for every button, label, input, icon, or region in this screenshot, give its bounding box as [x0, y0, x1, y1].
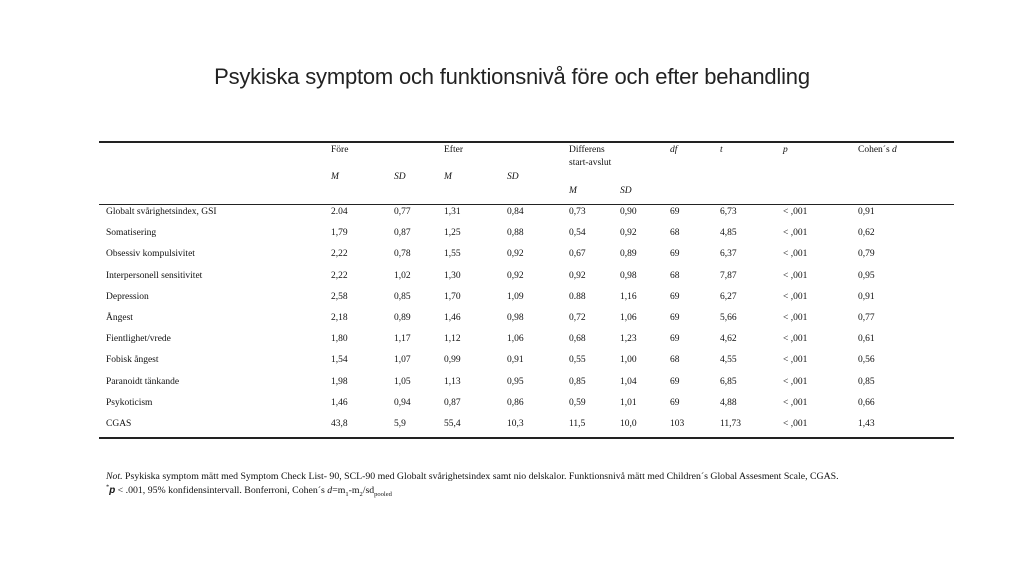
header-t: t — [720, 145, 723, 155]
cell-fore-m: 2,58 — [331, 291, 348, 302]
cell-efter-sd: 0,92 — [507, 270, 524, 281]
cell-efter-m: 1,31 — [444, 207, 461, 217]
cell-diff-m: 0,85 — [569, 376, 586, 387]
cell-fore-m: 1,79 — [331, 228, 348, 239]
table-row — [99, 355, 954, 376]
cell-df: 68 — [670, 228, 680, 239]
cell-cohens-d: 0,61 — [858, 334, 875, 345]
table-row — [99, 377, 954, 398]
cell-efter-sd: 1,09 — [507, 291, 524, 302]
cell-df: 103 — [670, 419, 685, 429]
cell-fore-m: 2,18 — [331, 313, 348, 323]
cell-efter-m: 0,99 — [444, 355, 461, 366]
slide-title: Psykiska symptom och funktionsnivå före och efter behandling — [214, 64, 810, 89]
cell-efter-sd: 0,86 — [507, 397, 524, 408]
cell-cohens-d: 0,79 — [858, 249, 875, 260]
cell-fore-m: 1,46 — [331, 397, 348, 408]
cell-diff-m: 0.88 — [569, 291, 586, 302]
cell-efter-sd: 1,06 — [507, 334, 524, 345]
header-cohens-d: Cohen´s d — [858, 145, 897, 155]
cell-cohens-d: 0,91 — [858, 207, 875, 217]
row-label: CGAS — [106, 419, 132, 429]
cell-diff-sd: 10,0 — [620, 419, 637, 429]
cell-fore-sd: 0,89 — [394, 313, 411, 323]
cell-t: 4,85 — [720, 228, 737, 239]
cell-diff-sd: 1,06 — [620, 313, 637, 323]
table-header-rule — [99, 204, 954, 205]
cell-diff-sd: 0,90 — [620, 207, 637, 217]
cell-diff-m: 0,67 — [569, 249, 586, 260]
header-fore: Före — [331, 145, 349, 155]
header-fore-m: M — [331, 172, 339, 182]
header-df: df — [670, 145, 678, 155]
cell-diff-m: 11,5 — [569, 419, 586, 429]
row-label: Interpersonell sensitivitet — [106, 270, 203, 281]
table-row — [99, 313, 954, 334]
cell-fore-sd: 0,78 — [394, 249, 411, 260]
cell-fore-sd: 1,02 — [394, 270, 411, 281]
cell-fore-sd: 0,85 — [394, 291, 411, 302]
cell-fore-m: 1,54 — [331, 355, 348, 366]
cell-cohens-d: 0,91 — [858, 291, 875, 302]
cell-fore-m: 43,8 — [331, 419, 348, 429]
cell-fore-sd: 5,9 — [394, 419, 406, 429]
cell-p: < ,001 — [783, 334, 808, 345]
cell-t: 5,66 — [720, 313, 737, 323]
table-row — [99, 334, 954, 355]
cell-efter-m: 1,46 — [444, 313, 461, 323]
cell-p: < ,001 — [783, 397, 808, 408]
cell-cohens-d: 0,85 — [858, 376, 875, 387]
row-label: Fientlighet/vrede — [106, 334, 171, 345]
row-label: Fobisk ångest — [106, 355, 159, 366]
cell-p: < ,001 — [783, 207, 808, 217]
table-note — [106, 470, 1006, 498]
cell-p: < ,001 — [783, 419, 808, 429]
header-efter-sd: SD — [507, 172, 519, 182]
cell-cohens-d: 0,77 — [858, 313, 875, 323]
row-label: Depression — [106, 291, 149, 302]
cell-fore-m: 1,98 — [331, 376, 348, 387]
cell-p: < ,001 — [783, 355, 808, 366]
cell-t: 6,27 — [720, 291, 737, 302]
cell-efter-sd: 0,98 — [507, 313, 524, 323]
cell-t: 7,87 — [720, 270, 737, 281]
table-top-rule — [99, 141, 954, 143]
table-row — [99, 292, 954, 313]
header-differens: Differens — [569, 145, 605, 155]
cell-efter-m: 1,70 — [444, 291, 461, 302]
cell-cohens-d: 0,56 — [858, 355, 875, 366]
cell-t: 4,55 — [720, 355, 737, 366]
table-row — [99, 419, 954, 440]
cell-efter-m: 55,4 — [444, 419, 461, 429]
cell-diff-sd: 0,89 — [620, 249, 637, 260]
cell-efter-m: 1,55 — [444, 249, 461, 260]
cell-efter-sd: 10,3 — [507, 419, 524, 429]
cell-fore-sd: 0,94 — [394, 397, 411, 408]
cell-t: 6,85 — [720, 376, 737, 387]
cell-p: < ,001 — [783, 270, 808, 281]
cell-efter-m: 1,13 — [444, 376, 461, 387]
cell-t: 11,73 — [720, 419, 742, 429]
cell-diff-sd: 1,00 — [620, 355, 637, 366]
cell-t: 6,37 — [720, 249, 737, 260]
cell-fore-m: 2,22 — [331, 270, 348, 281]
cell-t: 4,62 — [720, 334, 737, 345]
cell-efter-sd: 0,84 — [507, 207, 524, 217]
table-row — [99, 271, 954, 292]
header-p: p — [783, 145, 788, 155]
cell-efter-sd: 0,91 — [507, 355, 524, 366]
cell-diff-m: 0,55 — [569, 355, 586, 366]
cell-cohens-d: 0,66 — [858, 397, 875, 408]
row-label: Globalt svårighetsindex, GSI — [106, 207, 217, 217]
cell-df: 69 — [670, 334, 680, 345]
cell-fore-sd: 1,17 — [394, 334, 411, 345]
table-row — [99, 228, 954, 249]
cell-efter-m: 1,12 — [444, 334, 461, 345]
cell-t: 6,73 — [720, 207, 737, 217]
cell-diff-m: 0,73 — [569, 207, 586, 217]
header-efter: Efter — [444, 145, 463, 155]
row-label: Ångest — [106, 313, 133, 323]
cell-diff-sd: 1,04 — [620, 376, 637, 387]
cell-df: 68 — [670, 270, 680, 281]
cell-fore-m: 2.04 — [331, 207, 348, 217]
cell-df: 69 — [670, 291, 680, 302]
cell-fore-m: 1,80 — [331, 334, 348, 345]
header-start-avslut: start-avslut — [569, 158, 612, 168]
cell-fore-m: 2,22 — [331, 249, 348, 260]
row-label: Obsessiv kompulsivitet — [106, 249, 195, 260]
cell-fore-sd: 0,77 — [394, 207, 411, 217]
cell-diff-m: 0,54 — [569, 228, 586, 239]
cell-p: < ,001 — [783, 228, 808, 239]
cell-diff-sd: 1,23 — [620, 334, 637, 345]
cell-df: 68 — [670, 355, 680, 366]
header-fore-sd: SD — [394, 172, 406, 182]
row-label: Somatisering — [106, 228, 157, 239]
cell-cohens-d: 0,95 — [858, 270, 875, 281]
table-row — [99, 249, 954, 270]
row-label: Paranoidt tänkande — [106, 376, 180, 387]
cell-efter-m: 1,25 — [444, 228, 461, 239]
table-row — [99, 398, 954, 419]
cell-diff-sd: 0,98 — [620, 270, 637, 281]
header-efter-m: M — [444, 172, 452, 182]
header-diff-m: M — [569, 186, 577, 196]
table-row — [99, 207, 954, 228]
cell-efter-sd: 0,88 — [507, 228, 524, 239]
cell-diff-sd: 1,01 — [620, 397, 637, 408]
cell-fore-sd: 1,07 — [394, 355, 411, 366]
cell-diff-m: 0,68 — [569, 334, 586, 345]
cell-diff-m: 0,59 — [569, 397, 586, 408]
cell-diff-m: 0,72 — [569, 313, 586, 323]
cell-cohens-d: 1,43 — [858, 419, 875, 429]
cell-df: 69 — [670, 313, 680, 323]
cell-diff-sd: 1,16 — [620, 291, 637, 302]
cell-fore-sd: 0,87 — [394, 228, 411, 239]
cell-diff-sd: 0,92 — [620, 228, 637, 239]
cell-p: < ,001 — [783, 249, 808, 260]
note-line-1: Not. Psykiska symptom mätt med Symptom Check List- 90, SCL-90 med Globalt svårighetsindex samt nio delskalor. Funktionsnivå mätt med Children´s Global Assesment Scale, CGAS. — [106, 471, 839, 482]
cell-p: < ,001 — [783, 313, 808, 323]
cell-df: 69 — [670, 249, 680, 260]
cell-t: 4,88 — [720, 397, 737, 408]
cell-fore-sd: 1,05 — [394, 376, 411, 387]
cell-efter-m: 1,30 — [444, 270, 461, 281]
cell-p: < ,001 — [783, 291, 808, 302]
cell-df: 69 — [670, 376, 680, 387]
cell-cohens-d: 0,62 — [858, 228, 875, 239]
cell-diff-m: 0,92 — [569, 270, 586, 281]
cell-efter-sd: 0,92 — [507, 249, 524, 260]
cell-df: 69 — [670, 207, 680, 217]
cell-efter-sd: 0,95 — [507, 376, 524, 387]
row-label: Psykoticism — [106, 397, 153, 408]
cell-df: 69 — [670, 397, 680, 408]
cell-p: < ,001 — [783, 376, 808, 387]
note-line-2: *p < .001, 95% konfidensintervall. Bonferroni, Cohen´s $d=m_1-m_2/sd_{pooled}$ — [106, 483, 392, 498]
header-diff-sd: SD — [620, 186, 632, 196]
cell-efter-m: 0,87 — [444, 397, 461, 408]
